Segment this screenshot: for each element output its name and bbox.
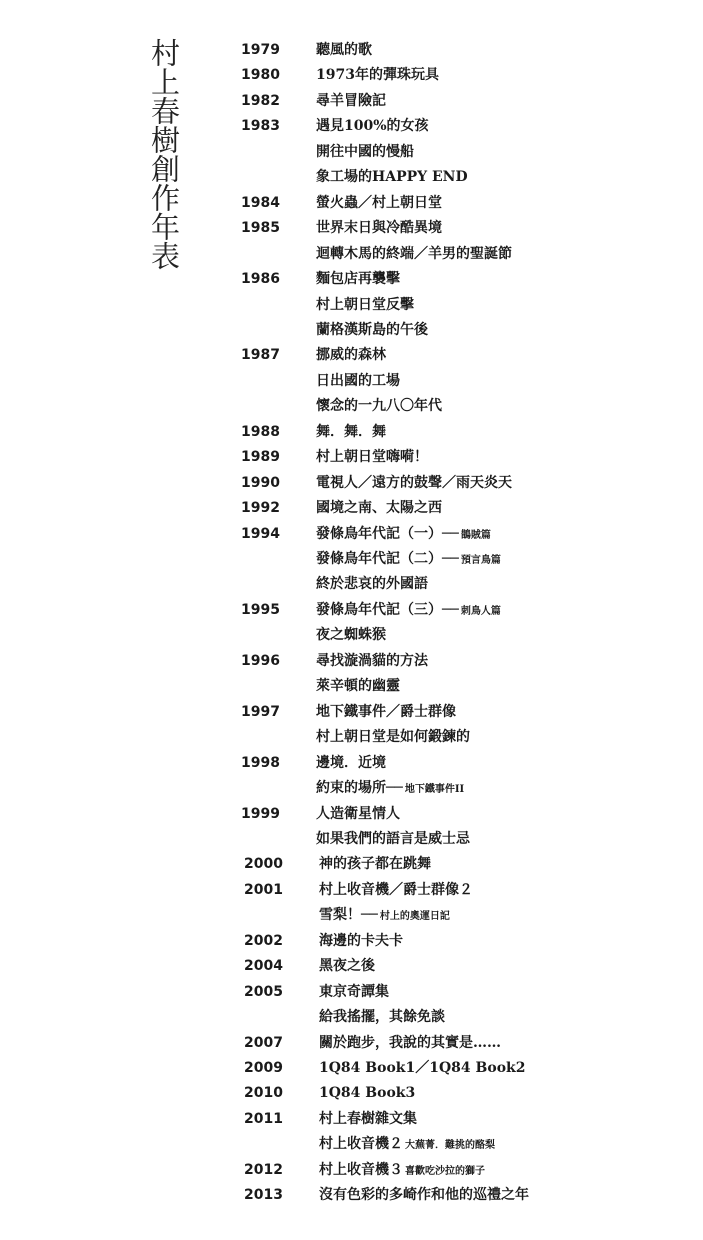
timeline-row	[0, 420, 703, 445]
timeline-row	[0, 165, 703, 190]
timeline-row	[0, 394, 703, 419]
work-title	[316, 700, 696, 725]
work-title-text: 發條鳥年代記（一）──	[316, 525, 459, 542]
work-title-text: 聽風的歌	[316, 42, 372, 58]
work-title	[316, 496, 696, 521]
work-title	[316, 242, 696, 267]
work-title	[316, 38, 696, 63]
timeline-row	[0, 954, 703, 979]
timeline-row	[0, 903, 703, 928]
timeline-row	[0, 802, 703, 827]
work-title-text: 懷念的一九八〇年代	[316, 398, 442, 415]
work-title	[319, 1158, 699, 1184]
timeline-row	[0, 572, 703, 597]
work-title-text: 發條鳥年代記（三）──	[316, 601, 459, 618]
work-title	[319, 980, 699, 1005]
work-title-text: 尋羊冒險記	[316, 92, 386, 109]
work-title-text: 關於跑步，我說的其實是……	[319, 1034, 501, 1051]
timeline-row	[0, 1005, 703, 1030]
work-title	[316, 267, 696, 292]
timeline-row	[0, 852, 703, 877]
timeline-row	[0, 1158, 703, 1183]
year-label: 1979	[241, 42, 280, 58]
timeline-row	[0, 63, 703, 88]
work-title-text: 發條鳥年代記（二）──	[316, 551, 459, 567]
work-subtitle: 村上的奧運日記	[379, 911, 450, 923]
work-title-text: 1Q84 Book1／1Q84 Book2	[319, 1060, 526, 1076]
year-label: 1995	[241, 601, 280, 618]
work-title-text: 1Q84 Book3	[319, 1085, 416, 1102]
year-label: 1987	[241, 347, 280, 364]
work-title-text: 開往中國的慢船	[316, 143, 414, 160]
timeline-row	[0, 114, 703, 139]
year-label: 1996	[241, 652, 280, 669]
work-title-text: 舞．舞．舞	[316, 423, 386, 440]
work-title-text: 村上收音機３	[319, 1161, 403, 1178]
work-title-text: 麵包店再襲擊	[316, 271, 400, 288]
work-title	[316, 420, 696, 445]
work-title	[316, 216, 696, 241]
work-title	[316, 776, 696, 802]
work-title	[319, 954, 699, 979]
year-label: 1990	[241, 474, 280, 491]
work-title-text: 村上收音機／爵士群像２	[319, 881, 473, 898]
timeline-row	[0, 242, 703, 267]
work-title	[316, 802, 696, 827]
work-title	[316, 191, 696, 216]
work-title	[316, 445, 696, 470]
year-label: 2004	[244, 958, 283, 975]
timeline-row	[0, 1183, 703, 1208]
timeline-row	[0, 216, 703, 241]
timeline-row	[0, 878, 703, 903]
timeline-row	[0, 267, 703, 292]
work-title-text: 海邊的卡夫卡	[319, 932, 403, 949]
work-title	[316, 165, 696, 190]
timeline-row	[0, 929, 703, 954]
timeline-row	[0, 343, 703, 368]
work-title-text: 世界末日與冷酷異境	[316, 220, 442, 237]
year-label: 2010	[244, 1085, 283, 1102]
work-title-text: 遇見100%的女孩	[316, 118, 429, 135]
work-subtitle: 刺鳥人篇	[460, 605, 501, 617]
timeline-row	[0, 700, 703, 725]
work-title	[319, 1056, 699, 1081]
work-title-text: 國境之南、太陽之西	[316, 500, 442, 517]
timeline-row	[0, 725, 703, 750]
work-title	[319, 903, 699, 929]
year-label: 2005	[244, 983, 283, 1000]
year-label: 1999	[241, 805, 280, 822]
work-title	[316, 572, 696, 597]
work-title-text: 東京奇譚集	[319, 983, 389, 1000]
work-title-text: 挪威的森林	[316, 347, 386, 364]
work-subtitle: 大蕪菁．難挑的酪梨	[405, 1140, 495, 1152]
work-title	[316, 649, 696, 674]
work-title-text: 黑夜之後	[319, 958, 375, 975]
work-title-text: 邊境．近境	[316, 754, 386, 771]
work-title-text: 日出國的工場	[316, 372, 400, 389]
work-title-text: 給我搖擺，其餘免談	[319, 1009, 445, 1026]
timeline-row	[0, 369, 703, 394]
timeline-row	[0, 140, 703, 165]
year-label: 2002	[244, 932, 283, 949]
work-title	[316, 547, 696, 573]
work-title	[316, 674, 696, 699]
year-label: 1986	[241, 271, 280, 288]
timeline-row	[0, 827, 703, 852]
work-title-text: 螢火蟲／村上朝日堂	[316, 194, 442, 211]
year-label: 1992	[241, 500, 280, 517]
timeline-row	[0, 1107, 703, 1132]
year-label: 2009	[244, 1060, 283, 1076]
work-title-text: 村上朝日堂是如何鍛鍊的	[316, 729, 470, 746]
year-label: 1982	[241, 92, 280, 109]
work-title-text: 村上朝日堂反擊	[316, 296, 414, 313]
timeline-row	[0, 89, 703, 114]
year-label: 1984	[241, 194, 280, 211]
timeline-row	[0, 318, 703, 343]
work-subtitle: 喜歡吃沙拉的獅子	[405, 1165, 485, 1177]
year-label: 2013	[244, 1187, 283, 1204]
work-title	[316, 522, 696, 548]
work-title	[316, 114, 696, 139]
work-subtitle: 鵲賊篇	[460, 529, 491, 541]
work-title	[316, 827, 696, 852]
timeline-row	[0, 547, 703, 572]
year-label: 1985	[241, 220, 280, 237]
year-label: 1998	[241, 754, 280, 771]
work-title-text: 電視人／遠方的鼓聲／雨天炎天	[316, 474, 512, 491]
timeline-row	[0, 1132, 703, 1157]
timeline-row	[0, 598, 703, 623]
work-title-text: 約束的場所──	[316, 780, 403, 797]
work-title	[319, 1031, 699, 1056]
work-title	[316, 293, 696, 318]
work-title-text: 象工場的HAPPY END	[316, 169, 468, 186]
timeline-row	[0, 191, 703, 216]
work-title-text: 地下鐵事件／爵士群像	[316, 703, 456, 720]
timeline-row	[0, 496, 703, 521]
work-title-text: 村上朝日堂嗨嗬！	[316, 449, 428, 466]
year-label: 2000	[244, 856, 283, 873]
work-title-text: 尋找漩渦貓的方法	[316, 652, 428, 669]
work-title-text: 迴轉木馬的終端／羊男的聖誕節	[316, 245, 512, 262]
work-title-text: 人造衛星情人	[316, 805, 400, 822]
year-label: 2007	[244, 1034, 283, 1051]
work-title	[316, 318, 696, 343]
timeline-row	[0, 1031, 703, 1056]
work-title	[316, 343, 696, 368]
year-label: 2012	[244, 1161, 283, 1178]
work-title-text: 沒有色彩的多崎作和他的巡禮之年	[319, 1187, 529, 1204]
year-label: 1994	[241, 525, 280, 542]
work-title	[319, 1132, 699, 1158]
work-title-text: 村上收音機２	[319, 1136, 403, 1153]
timeline-row	[0, 38, 703, 63]
work-title	[316, 394, 696, 419]
work-title	[319, 1005, 699, 1030]
work-title-text: 如果我們的語言是威士忌	[316, 830, 470, 847]
work-title-text: 1973年的彈珠玩具	[316, 67, 439, 84]
work-title	[319, 1183, 699, 1208]
work-title	[319, 929, 699, 954]
timeline-row	[0, 776, 703, 801]
work-title	[316, 140, 696, 165]
work-title-text: 夜之蜘蛛猴	[316, 627, 386, 644]
work-title-text: 萊辛頓的幽靈	[316, 678, 400, 695]
work-subtitle: 地下鐵事件II	[404, 784, 465, 796]
work-subtitle: 預言鳥篇	[460, 555, 501, 566]
work-title-text: 終於悲哀的外國語	[316, 576, 428, 593]
year-label: 2011	[244, 1110, 283, 1127]
work-title-text: 村上春樹雜文集	[319, 1110, 417, 1127]
year-label: 1980	[241, 67, 280, 84]
work-title	[316, 369, 696, 394]
work-title	[316, 89, 696, 114]
timeline-row	[0, 293, 703, 318]
timeline-row	[0, 674, 703, 699]
work-title	[316, 598, 696, 624]
page-title: 村上春樹創作年表	[147, 38, 181, 270]
work-title	[316, 63, 696, 88]
timeline-row	[0, 1081, 703, 1106]
work-title	[316, 751, 696, 776]
year-label: 1988	[241, 423, 280, 440]
work-title	[316, 471, 696, 496]
timeline-row	[0, 751, 703, 776]
year-label: 1997	[241, 703, 280, 720]
timeline-row	[0, 649, 703, 674]
year-label: 1989	[241, 449, 280, 466]
work-title-text: 神的孩子都在跳舞	[319, 856, 431, 873]
work-title	[316, 623, 696, 648]
timeline-row	[0, 445, 703, 470]
work-title-text: 蘭格漢斯島的午後	[316, 321, 428, 338]
work-title	[319, 852, 699, 877]
year-label: 1983	[241, 118, 280, 135]
work-title	[319, 1081, 699, 1106]
timeline-row	[0, 623, 703, 648]
year-label: 2001	[244, 881, 283, 898]
work-title-text: 雪梨！──	[319, 907, 378, 924]
timeline-row	[0, 1056, 703, 1081]
work-title	[316, 725, 696, 750]
work-title	[319, 1107, 699, 1132]
timeline-row	[0, 980, 703, 1005]
timeline-row	[0, 471, 703, 496]
timeline-row	[0, 522, 703, 547]
work-title	[319, 878, 699, 903]
